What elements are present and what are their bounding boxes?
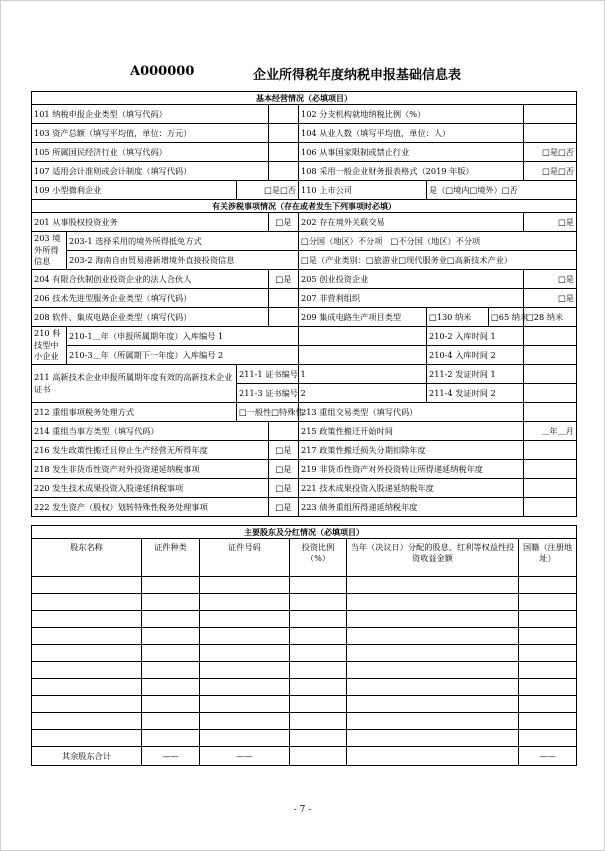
input-103[interactable] [269,124,299,143]
table-cell-input[interactable] [32,730,142,747]
total-dash: —— [200,747,290,766]
input-101[interactable] [269,105,299,124]
table-cell-input[interactable] [200,577,290,594]
table-row [32,679,577,696]
col-header: 股东名称 [32,539,142,577]
section-shareholder: 主要股东及分红情况（必填项目） [32,526,577,539]
table-cell-input[interactable] [519,611,577,628]
table-cell-input[interactable] [32,713,142,730]
col-header: 当年（决议日）分配的股息、红利等权益性投资收益金额 [347,539,519,577]
form-title: 企业所得税年度纳税申报基础信息表 [253,68,462,83]
checkbox-222[interactable]: □是 [269,498,299,517]
table-cell-input[interactable] [347,611,519,628]
item-203-2: 203-2 海南自由贸易港新增境外直接投资信息 [67,251,299,270]
item-210-1: 210-1＿年（申报所属期年度）入库编号 1 [67,327,299,346]
item-210: 210 科技型中小企业 [32,327,67,365]
table-cell-input[interactable] [519,628,577,645]
input-107[interactable] [269,162,299,181]
checkbox-207[interactable]: □是 [524,289,577,308]
table-cell-input[interactable] [347,577,519,594]
checkbox-209-28nm[interactable]: □28 纳米 [524,308,577,327]
checkbox-218[interactable]: □是 [269,460,299,479]
item-211-3: 211-3 证书编号 2 [237,384,299,403]
table-cell-input[interactable] [32,577,142,594]
checkbox-204[interactable]: □是 [269,270,299,289]
table-cell-input[interactable] [347,645,519,662]
item-217: 217 政策性搬迁损失分期扣除年度 [299,441,524,460]
table-cell-input[interactable] [290,713,347,730]
item-212: 212 重组事项税务处理方式 [32,403,237,422]
checkbox-110[interactable]: 是（□境内□境外）□否 [427,181,577,200]
item-106: 106 从事国家限制或禁止行业 [299,143,524,162]
item-202: 202 存在境外关联交易 [299,213,524,232]
input-210-3[interactable] [299,346,427,365]
table-cell-input[interactable] [142,696,200,713]
item-211: 211 高新技术企业申报所属期年度有效的高新技术企业证书 [32,365,237,403]
total-dash: —— [142,747,200,766]
table-cell-input[interactable] [142,730,200,747]
input-105[interactable] [269,143,299,162]
form-header [0,64,605,84]
input-211-3[interactable] [299,384,427,403]
checkbox-209-130nm[interactable]: □130 纳米 [427,308,489,327]
input-213[interactable] [524,403,577,422]
item-206: 206 技术先进型服务企业类型（填写代码） [32,289,269,308]
checkbox-106[interactable]: □是□否 [524,143,577,162]
checkbox-109[interactable]: □是□否 [237,181,299,200]
table-cell-input[interactable] [519,730,577,747]
section-tax: 有关涉税事项情况（存在或者发生下列事项时必填） [32,200,577,213]
table-row [32,662,577,679]
input-223[interactable] [524,498,577,517]
col-header: 证件号码 [200,539,290,577]
input-221[interactable] [524,479,577,498]
table-cell-input[interactable] [32,645,142,662]
table-cell-input[interactable] [347,628,519,645]
input-211-4[interactable] [524,384,577,403]
table-cell-input[interactable] [290,594,347,611]
item-108: 108 采用一般企业财务报表格式（2019 年版） [299,162,524,181]
table-cell-input[interactable] [142,679,200,696]
input-211-1[interactable] [299,365,427,384]
table-row [32,628,577,645]
item-221: 221 技术成果投资入股递延纳税年度 [299,479,524,498]
input-217[interactable] [524,441,577,460]
table-cell-input[interactable] [200,628,290,645]
item-103: 103 资产总额（填写平均值，单位：万元） [32,124,269,143]
item-210-3: 210-3＿年（所属期下一年度）入库编号 2 [67,346,299,365]
item-219: 219 非货币性资产对外投资转让所得递延纳税年度 [299,460,524,479]
item-210-4: 210-4 入库时间 2 [427,346,524,365]
checkbox-220[interactable]: □是 [269,479,299,498]
input-215[interactable]: ＿年＿月 [524,422,577,441]
table-cell-input[interactable] [142,628,200,645]
table-cell-input[interactable] [519,645,577,662]
item-205: 205 创业投资企业 [299,270,524,289]
table-cell-input[interactable] [519,662,577,679]
table-cell-input[interactable] [290,696,347,713]
table-cell-input[interactable] [290,679,347,696]
input-219[interactable] [524,460,577,479]
col-header: 国籍（注册地址） [519,539,577,577]
item-211-2: 211-2 发证时间 1 [427,365,524,384]
item-216: 216 发生政策性搬迁且停止生产经营无所得年度 [32,441,269,460]
table-cell-input[interactable] [200,611,290,628]
item-201: 201 从事股权投资业务 [32,213,269,232]
table-cell-input[interactable] [290,577,347,594]
table-cell-input[interactable] [290,611,347,628]
item-208: 208 软件、集成电路企业类型（填写代码） [32,308,269,327]
table-cell-input[interactable] [200,696,290,713]
options-203-2[interactable]: □是（产业类别：□旅游业□现代服务业□高新技术产业） [299,251,577,270]
item-207: 207 非营利组织 [299,289,524,308]
item-104: 104 从业人数（填写平均值，单位：人） [299,124,524,143]
section-basic: 基本经营情况（必填项目） [32,92,577,105]
item-102: 102 分支机构就地纳税比例（%） [299,105,524,124]
table-cell-input[interactable] [290,730,347,747]
table-cell-input[interactable] [32,662,142,679]
input-211-2[interactable] [524,365,577,384]
table-cell-input[interactable] [142,611,200,628]
form-code: A000000 [130,64,195,79]
item-215: 215 政策性搬迁开始时间 [299,422,524,441]
table-row [32,611,577,628]
checkbox-202[interactable]: □是 [524,213,577,232]
col-header: 证件种类 [142,539,200,577]
item-211-1: 211-1 证书编号 1 [237,365,299,384]
table-cell-input[interactable] [347,594,519,611]
table-cell-input[interactable] [347,730,519,747]
input-210-4[interactable] [524,346,577,365]
input-210-2[interactable] [524,327,577,346]
item-107: 107 适用会计准则或会计制度（填写代码） [32,162,269,181]
item-203-1: 203-1 选择采用的境外所得抵免方式 [67,232,299,251]
item-101: 101 纳税申报企业类型（填写代码） [32,105,269,124]
table-cell-input[interactable] [519,713,577,730]
table-cell-input[interactable] [32,679,142,696]
input-206[interactable] [269,289,299,308]
table-cell-input[interactable] [142,645,200,662]
checkbox-201[interactable]: □是 [269,213,299,232]
table-cell-input[interactable] [142,577,200,594]
checkbox-209-65nm[interactable]: □65 纳米 [489,308,524,327]
table-row [32,577,577,594]
table-cell-input[interactable] [142,662,200,679]
item-209: 209 集成电路生产项目类型 [299,308,427,327]
table-cell-input[interactable] [347,713,519,730]
checkbox-205[interactable]: □是 [524,270,577,289]
item-110: 110 上市公司 [299,181,427,200]
total-dash: —— [519,747,577,766]
table-cell-input[interactable] [200,594,290,611]
table-cell-input[interactable] [519,679,577,696]
table-cell-input[interactable] [142,713,200,730]
item-204: 204 有限合伙制创业投资企业的法人合伙人 [32,270,269,289]
item-210-2: 210-2 入库时间 1 [427,327,524,346]
total-label: 其余股东合计 [32,747,142,766]
options-203-1[interactable]: □分国（地区）不分项 □不分国（地区）不分项 [299,232,577,251]
table-cell-input[interactable] [32,628,142,645]
total-ratio-input[interactable] [290,747,347,766]
table-cell-input[interactable] [519,696,577,713]
input-102[interactable] [524,105,577,124]
table-cell-input[interactable] [200,679,290,696]
item-203: 203 境外所得信息 [32,232,67,270]
table-cell-input[interactable] [32,696,142,713]
table-cell-input[interactable] [519,577,577,594]
input-210-1[interactable] [299,327,427,346]
item-218: 218 发生非货币性资产对外投资递延纳税事项 [32,460,269,479]
table-row [32,645,577,662]
table-cell-input[interactable] [200,645,290,662]
col-header: 投资比例（%） [290,539,347,577]
item-223: 223 债务重组所得递延纳税年度 [299,498,524,517]
table-row [32,594,577,611]
table-cell-input[interactable] [200,713,290,730]
checkbox-212[interactable]: □一般性□特殊性 [237,403,299,422]
checkbox-216[interactable]: □是 [269,441,299,460]
item-213: 213 重组交易类型（填写代码） [299,403,524,422]
table-cell-input[interactable] [290,662,347,679]
table-row [32,730,577,747]
item-109: 109 小型微利企业 [32,181,237,200]
item-211-4: 211-4 发证时间 2 [427,384,524,403]
input-208[interactable] [269,308,299,327]
table-cell-input[interactable] [32,611,142,628]
shareholder-table [31,525,577,766]
table-cell-input[interactable] [200,662,290,679]
table-row [32,713,577,730]
page-number: - 7 - [293,805,312,815]
total-amount-input[interactable] [347,747,519,766]
table-cell-input[interactable] [200,730,290,747]
table-cell-input[interactable] [347,696,519,713]
item-105: 105 所属国民经济行业（填写代码） [32,143,269,162]
basic-info-table [31,91,577,517]
table-cell-input[interactable] [519,594,577,611]
table-cell-input[interactable] [290,645,347,662]
table-cell-input[interactable] [142,594,200,611]
item-214: 214 重组当事方类型（填写代码） [32,422,269,441]
table-cell-input[interactable] [32,594,142,611]
table-cell-input[interactable] [347,679,519,696]
input-104[interactable] [524,124,577,143]
item-222: 222 发生资产（股权）划转特殊性税务处理事项 [32,498,269,517]
input-214[interactable] [269,422,299,441]
table-row [32,696,577,713]
item-220: 220 发生技术成果投资入股递延纳税事项 [32,479,269,498]
table-cell-input[interactable] [347,662,519,679]
checkbox-108[interactable]: □是□否 [524,162,577,181]
table-cell-input[interactable] [290,628,347,645]
